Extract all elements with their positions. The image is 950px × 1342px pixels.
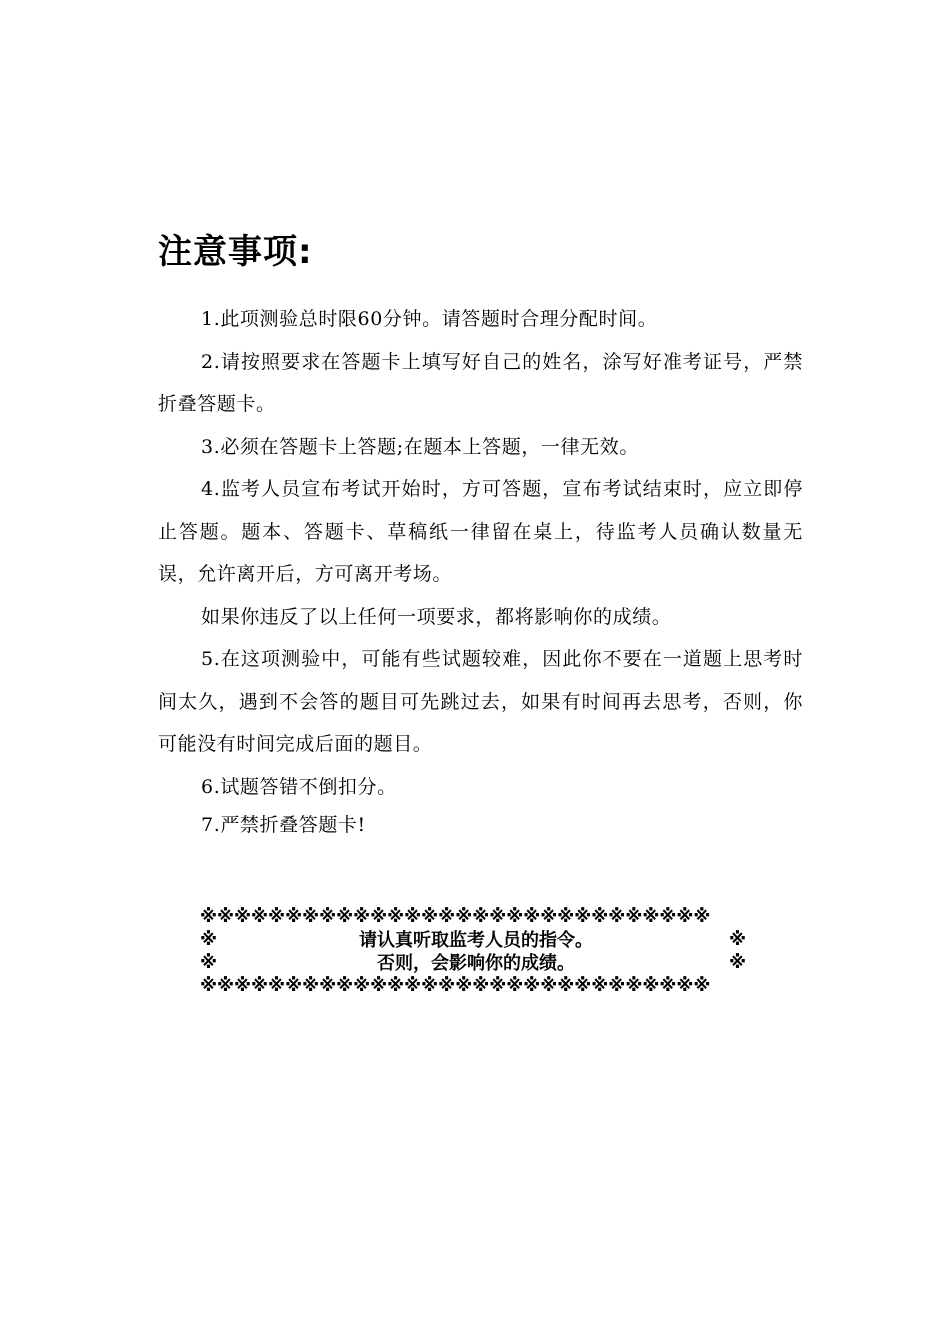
- notice-item-2: 2.请按照要求在答题卡上填写好自己的姓名，涂写好准考证号，严禁折叠答题卡。: [158, 350, 803, 415]
- notice-list: [158, 298, 803, 842]
- notice-warning: 如果你违反了以上任何一项要求，都将影响你的成绩。: [201, 605, 672, 628]
- reminder-text-2: 否则，会影响你的成绩。: [377, 953, 575, 974]
- reminder-edge-left: ※: [200, 953, 218, 973]
- reminder-border-bottom: ※※※※※※※※※※※※※※※※※※※※※※※※※※※※※※: [200, 976, 711, 996]
- notice-item-4: 4.监考人员宣布考试开始时，方可答题，宣布考试结束时，应立即停止答题。题本、答题卡、草稿纸一律留在桌上，待监考人员确认数量无误，允许离开后，方可离开考场。: [158, 478, 803, 585]
- notice-item-6: 6.试题答错不倒扣分。: [201, 775, 397, 798]
- notice-item-1: 1.此项测验总时限60分钟。请答题时合理分配时间。: [201, 308, 658, 330]
- notice-item-3: 3.必须在答题卡上答题;在题本上答题，一律无效。: [201, 435, 639, 458]
- reminder-edge-right: ※: [728, 953, 746, 973]
- notice-item-7: 7.严禁折叠答题卡!: [201, 814, 366, 836]
- reminder-box: [200, 906, 752, 998]
- reminder-line-1: [200, 929, 752, 952]
- reminder-border-top: ※※※※※※※※※※※※※※※※※※※※※※※※※※※※※※: [200, 907, 711, 927]
- reminder-line-2: [200, 952, 752, 975]
- notice-item-5: 5.在这项测验中，可能有些试题较难，因此你不要在一道题上思考时间太久，遇到不会答的题目可先跳过去，如果有时间再去思考，否则，你可能没有时间完成后面的题目。: [158, 648, 803, 755]
- reminder-edge-right: ※: [728, 930, 746, 950]
- reminder-text-1: 请认真听取监考人员的指令。: [359, 930, 593, 951]
- reminder-edge-left: ※: [200, 930, 218, 950]
- page-title: 注意事项:: [158, 232, 313, 272]
